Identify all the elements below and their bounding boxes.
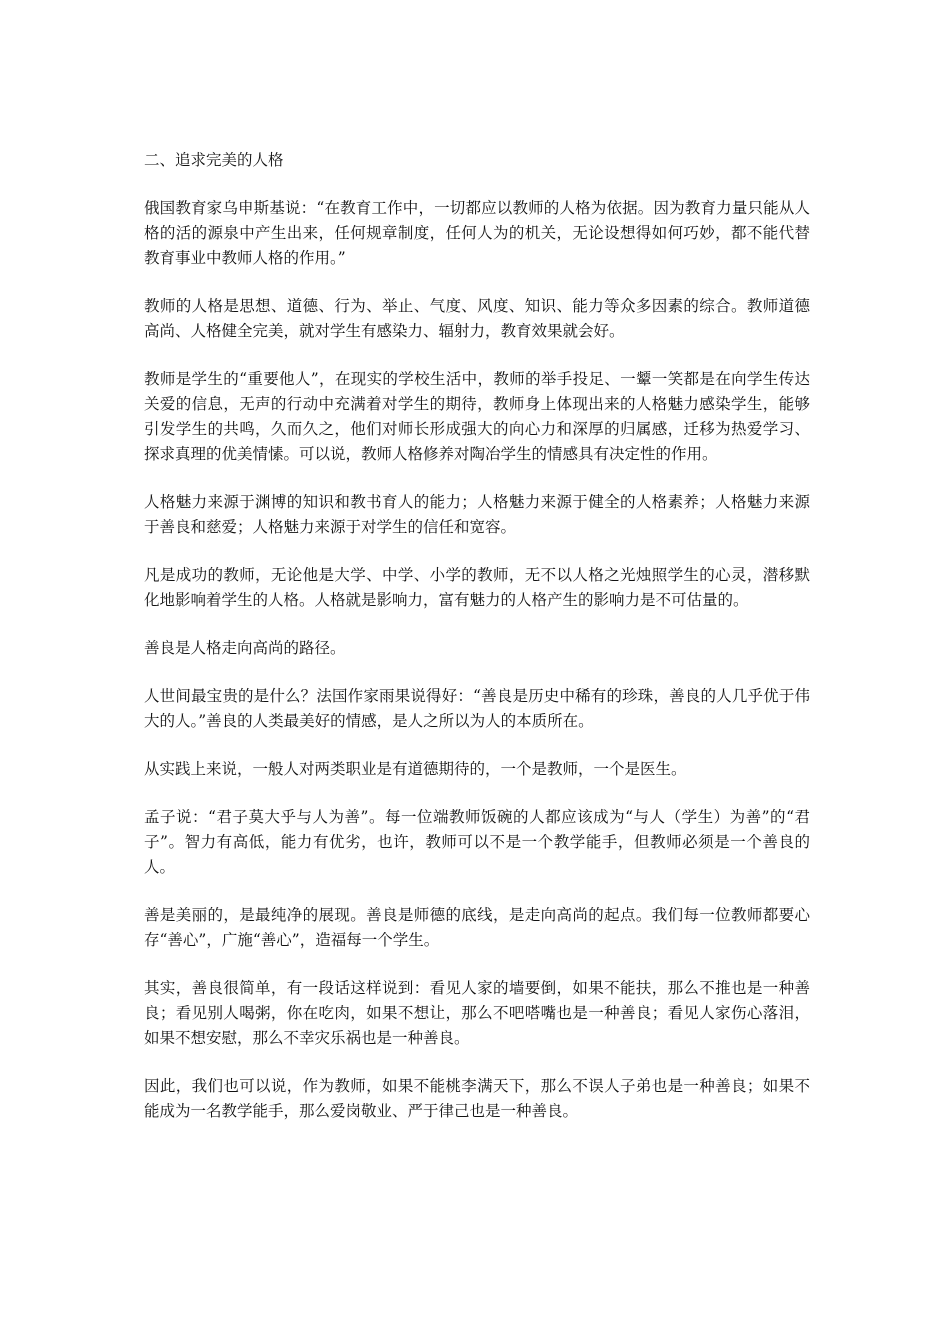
paragraph-successful-teachers: 凡是成功的教师，无论他是大学、中学、小学的教师，无不以人格之光烛照学生的心灵，潜移默化地影响着学生的人格。人格就是影响力，富有魅力的人格产生的影响力是不可估量的。 [144,566,810,609]
paragraph-hugo-quote: 人世间最宝贵的是什么？法国作家雨果说得好：“善良是历史中稀有的珍珠，善良的人几乎优于伟大的人。”善良的人类最美好的情感，是人之所以为人的本质所在。 [144,687,810,730]
paragraph-kindness-path: 善良是人格走向高尚的路径。 [144,639,346,657]
document-body [144,148,810,1147]
section-heading: 二、追求完美的人格 [144,151,284,169]
paragraph-significant-other: 教师是学生的“重要他人”，在现实的学校生活中，教师的举手投足、一颦一笑都是在向学生传达关爱的信息，无声的行动中充满着对学生的期待，教师身上体现出来的人格魅力感染学生，能够引发学生的共鸣，久而久之，他们对师长形成强大的向心力和深厚的归属感，迁移为热爱学习、探求真理的优美情愫。可以说，教师人格修养对陶冶学生的情感具有决定性的作用。 [144,370,810,463]
paragraph-simple-kindness: 其实，善良很简单，有一段话这样说到：看见人家的墙要倒，如果不能扶，那么不推也是一种善良；看见别人喝粥，你在吃肉，如果不想让，那么不吧嗒嘴也是一种善良；看见人家伤心落泪，如果不想安慰，那么不幸灾乐祸也是一种善良。 [144,979,810,1047]
paragraph-teacher-personality: 教师的人格是思想、道德、行为、举止、气度、风度、知识、能力等众多因素的综合。教师道德高尚、人格健全完美，就对学生有感染力、辐射力，教育效果就会好。 [144,297,810,340]
paragraph-charm-sources: 人格魅力来源于渊博的知识和教书育人的能力；人格魅力来源于健全的人格素养；人格魅力来源于善良和慈爱；人格魅力来源于对学生的信任和宽容。 [144,493,810,536]
paragraph-ushinsky-quote: 俄国教育家乌申斯基说：“在教育工作中，一切都应以教师的人格为依据。因为教育力量只能从人格的活的源泉中产生出来，任何规章制度，任何人为的机关，无论设想得如何巧妙，都不能代替教育事业中教师人格的作用。” [144,199,810,267]
paragraph-moral-expectations: 从实践上来说，一般人对两类职业是有道德期待的，一个是教师，一个是医生。 [144,760,687,778]
paragraph-goodness-beauty: 善是美丽的，是最纯净的展现。善良是师德的底线，是走向高尚的起点。我们每一位教师都要心存“善心”，广施“善心”，造福每一个学生。 [144,906,810,949]
paragraph-conclusion: 因此，我们也可以说，作为教师，如果不能桃李满天下，那么不误人子弟也是一种善良；如果不能成为一名教学能手，那么爱岗敬业、严于律己也是一种善良。 [144,1077,810,1120]
paragraph-mencius-quote: 孟子说：“君子莫大乎与人为善”。每一位端教师饭碗的人都应该成为“与人（学生）为善”的“君子”。智力有高低，能力有优劣，也许，教师可以不是一个教学能手，但教师必须是一个善良的人。 [144,808,810,876]
